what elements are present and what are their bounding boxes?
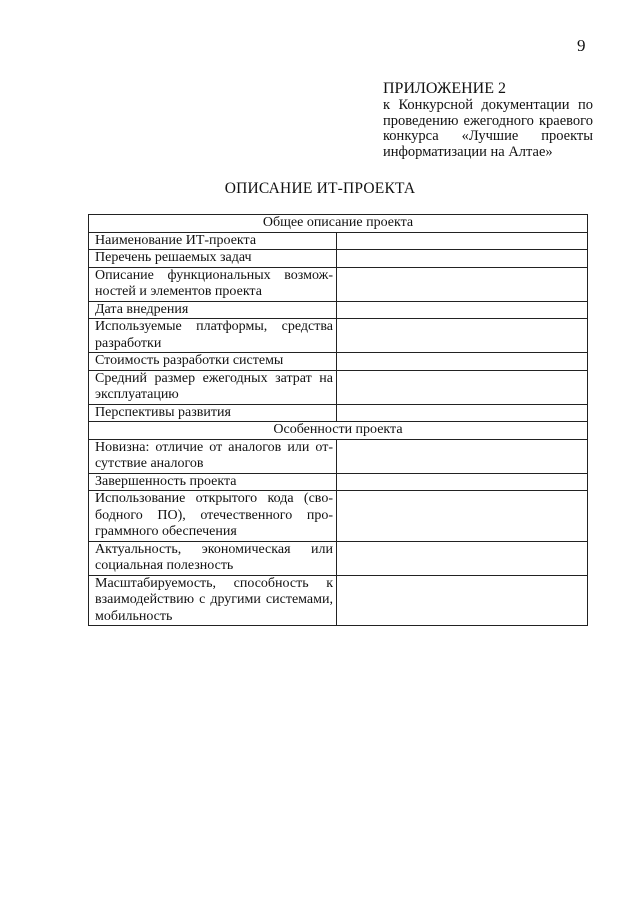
table-row	[89, 250, 588, 268]
table-row	[89, 404, 588, 422]
section-title: Особенности проекта	[89, 422, 588, 440]
row-value	[337, 491, 588, 542]
row-label: Наименование ИТ-проекта	[89, 232, 337, 250]
row-value	[337, 473, 588, 491]
section-title: Общее описание проекта	[89, 215, 588, 233]
table-row	[89, 491, 588, 542]
row-label: Новизна: отличие от аналогов или отсутствие аналогов	[89, 439, 337, 473]
table-row	[89, 319, 588, 353]
appendix-title: ПРИЛОЖЕНИЕ 2	[383, 80, 507, 97]
table-row	[89, 301, 588, 319]
row-value	[337, 370, 588, 404]
row-label: Завершенность проекта	[89, 473, 337, 491]
row-label: Описание функциональных возможностей и элементов проекта	[89, 267, 337, 301]
row-label: Используемые платформы, средства разработки	[89, 319, 337, 353]
row-label: Актуальность, экономическая или социальная полезность	[89, 541, 337, 575]
row-label: Стоимость разработки системы	[89, 353, 337, 371]
row-value	[337, 541, 588, 575]
table-row	[89, 575, 588, 626]
row-value	[337, 301, 588, 319]
section-header-features	[89, 422, 588, 440]
table-row	[89, 267, 588, 301]
row-value	[337, 232, 588, 250]
row-value	[337, 250, 588, 268]
row-label: Использование открытого кода (свободного ПО), отечественного программного обеспечения	[89, 491, 337, 542]
appendix-text: к Конкурсной документации по проведению ежегодного краевого конкурса «Лучшие проекты информатизации на Алтае»	[383, 97, 593, 160]
row-value	[337, 353, 588, 371]
table-row	[89, 370, 588, 404]
row-value	[337, 267, 588, 301]
row-label: Перспективы развития	[89, 404, 337, 422]
project-description-table	[88, 214, 588, 626]
appendix-header	[383, 80, 593, 160]
row-label: Средний размер ежегодных затрат на эксплуатацию	[89, 370, 337, 404]
row-value	[337, 404, 588, 422]
table-row	[89, 232, 588, 250]
row-label: Перечень решаемых задач	[89, 250, 337, 268]
table-row	[89, 473, 588, 491]
page-number: 9	[577, 36, 586, 55]
row-value	[337, 319, 588, 353]
section-header-general	[89, 215, 588, 233]
row-value	[337, 575, 588, 626]
document-title: ОПИСАНИЕ ИТ-ПРОЕКТА	[224, 180, 416, 197]
row-value	[337, 439, 588, 473]
table-row	[89, 541, 588, 575]
row-label: Масштабируемость, способность к взаимодействию с другими системами, мобильность	[89, 575, 337, 626]
row-label: Дата внедрения	[89, 301, 337, 319]
table-row	[89, 353, 588, 371]
table-row	[89, 439, 588, 473]
